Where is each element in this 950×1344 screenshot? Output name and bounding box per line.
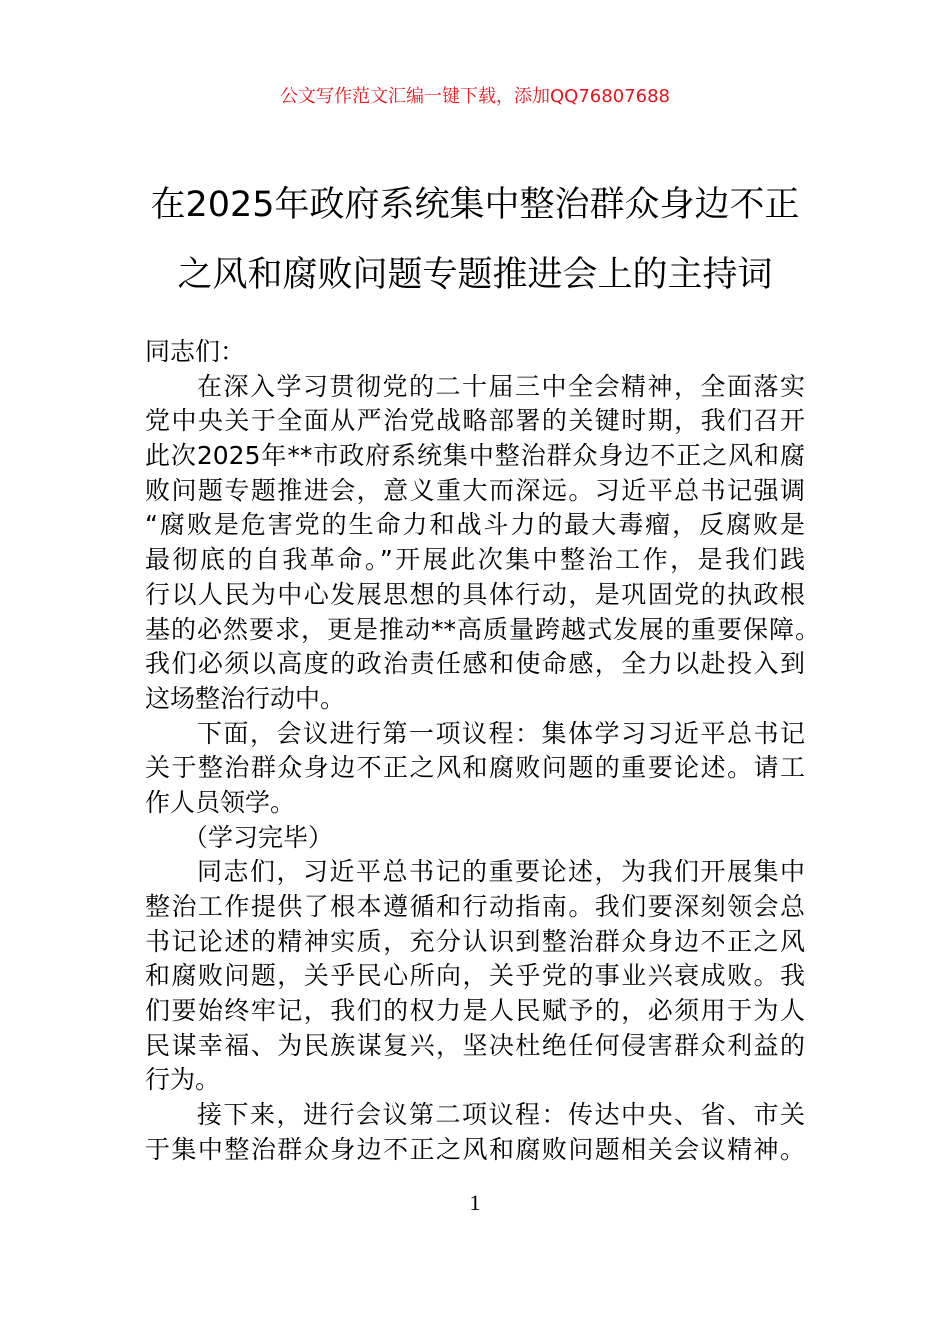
body-line: 整治工作提供了根本遵循和行动指南。我们要深刻领会总	[145, 892, 805, 921]
body-line: 败问题专题推进会，意义重大而深远。习近平总书记强调	[145, 475, 805, 505]
page-number: 1	[469, 1190, 481, 1215]
body-line: 行以人民为中心发展思想的具体行动，是巩固党的执政根	[145, 579, 805, 609]
body-line: 这场整治行动中。	[145, 683, 346, 713]
body-line: 基的必然要求，更是推动**高质量跨越式发展的重要保障。	[145, 614, 820, 644]
title-line: 之风和腐败问题专题推进会上的主持词	[177, 255, 773, 295]
body-line: 在深入学习贯彻党的二十届三中全会精神，全面落实	[197, 371, 805, 401]
body-line: 书记论述的精神实质，充分认识到整治群众身边不正之风	[145, 926, 805, 956]
body-line: 此次2025年**市政府系统集中整治群众身边不正之风和腐	[145, 441, 805, 471]
salutation: 同志们：	[145, 337, 246, 366]
body-line: 于集中整治群众身边不正之风和腐败问题相关会议精神。	[145, 1134, 805, 1164]
title-line: 在2025年政府系统集中整治群众身边不正	[150, 185, 800, 225]
body-line: 民谋幸福、为民族谋复兴，坚决杜绝任何侵害群众利益的	[145, 1030, 805, 1060]
body-line: “腐败是危害党的生命力和战斗力的最大毒瘤，反腐败是	[145, 510, 805, 540]
download-note: 公文写作范文汇编一键下载，添加QQ76807688	[280, 86, 670, 107]
body-line: 关于整治群众身边不正之风和腐败问题的重要论述。请工	[145, 753, 805, 783]
document-body	[145, 335, 820, 1168]
body-line: 和腐败问题，关乎民心所向，关乎党的事业兴衰成败。我	[145, 961, 805, 991]
body-line: 党中央关于全面从严治党战略部署的关键时期，我们召开	[145, 406, 805, 436]
body-line: 接下来，进行会议第二项议程：传达中央、省、市关	[197, 1100, 805, 1130]
body-line: 同志们，习近平总书记的重要论述，为我们开展集中	[197, 857, 805, 887]
body-line: 作人员领学。	[145, 787, 296, 817]
body-line: 最彻底的自我革命。”开展此次集中整治工作，是我们践	[145, 545, 805, 575]
body-line: 行为。	[145, 1065, 221, 1095]
body-line: （学习完毕）	[183, 822, 334, 852]
body-line: 们要始终牢记，我们的权力是人民赋予的，必须用于为人	[145, 996, 805, 1026]
body-line: 下面，会议进行第一项议程：集体学习习近平总书记	[197, 718, 805, 748]
body-line: 我们必须以高度的政治责任感和使命感，全力以赴投入到	[145, 649, 805, 679]
document-title	[140, 170, 810, 310]
